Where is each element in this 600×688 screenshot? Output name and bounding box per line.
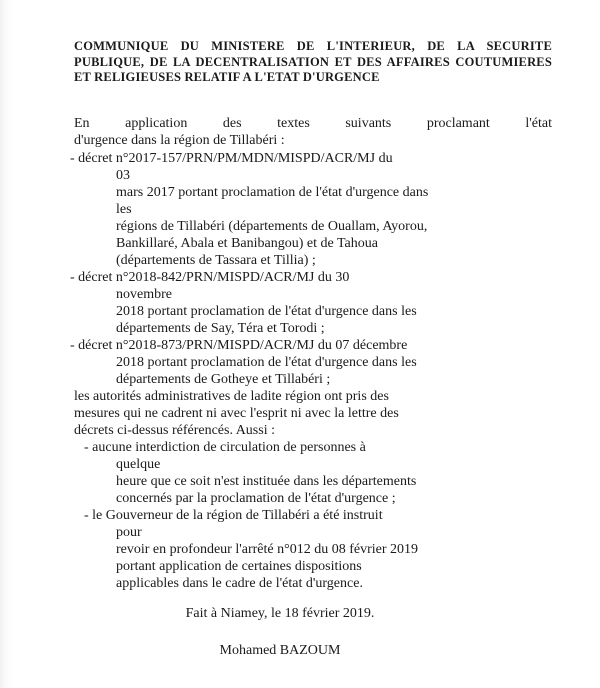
body-line: portant application de certaines dispositions — [116, 559, 362, 574]
body-line: décrets ci-dessus référencés. Aussi : — [74, 423, 275, 438]
body-line: départements de Gotheye et Tillabéri ; — [116, 372, 331, 387]
body-line: pour — [116, 525, 142, 540]
body-line: - décret n°2018-873/PRN/MISPD/ACR/MJ du 07 décembre — [70, 338, 408, 353]
body-line: 2018 portant proclamation de l'état d'urgence dans les — [116, 355, 417, 370]
body-line: 03 — [116, 168, 130, 183]
body-line: d'urgence dans la région de Tillabéri : — [74, 133, 285, 148]
body-line: - aucune interdiction de circulation de personnes à — [84, 440, 366, 455]
body-line: 2018 portant proclamation de l'état d'urgence dans les — [116, 304, 417, 319]
signatory: Mohamed BAZOUM — [219, 643, 341, 658]
body-line: (départements de Tassara et Tillia) ; — [116, 253, 316, 268]
body-line: mars 2017 portant proclamation de l'état d'urgence dans — [116, 185, 429, 200]
body-line: - décret n°2017-157/PRN/PM/MDN/MISPD/ACR/MJ du — [70, 151, 393, 166]
body-line: quelque — [116, 457, 161, 472]
body-line: - le Gouverneur de la région de Tillabéri a été instruit — [84, 508, 383, 523]
body-line: régions de Tillabéri (départements de Ouallam, Ayorou, — [116, 219, 428, 234]
body-line: les autorités administratives de ladite région ont pris des — [74, 389, 389, 404]
body-line: les — [116, 202, 132, 217]
body-line: heure que ce soit n'est instituée dans les départements — [116, 474, 417, 489]
body-line: départements de Say, Téra et Torodi ; — [116, 321, 325, 336]
body-line: mesures qui ne cadrent ni avec l'esprit ni avec la lettre des — [74, 406, 399, 421]
body-line: applicables dans le cadre de l'état d'urgence. — [116, 576, 363, 591]
body-line: concernés par la proclamation de l'état d'urgence ; — [116, 491, 396, 506]
place-date: Fait à Niamey, le 18 février 2019. — [185, 606, 375, 621]
body-line: revoir en profondeur l'arrêté n°012 du 08 février 2019 — [116, 542, 419, 557]
body-line: novembre — [116, 287, 172, 302]
body-line: - décret n°2018-842/PRN/MISPD/ACR/MJ du 30 — [70, 270, 350, 285]
body-line: En application des textes suivants proclamant l'état — [74, 116, 552, 131]
body-line: Bankillaré, Abala et Banibangou) et de Tahoua — [116, 236, 378, 251]
communique-title: COMMUNIQUE DU MINISTERE DE L'INTERIEUR, DE LA SECURITE PUBLIQUE, DE LA DECENTRALISATION ET DES AFFAIRES COUTUMIERES ET RELIGIEUSES RELATIF A L'ETAT D'URGENCE — [74, 39, 552, 84]
